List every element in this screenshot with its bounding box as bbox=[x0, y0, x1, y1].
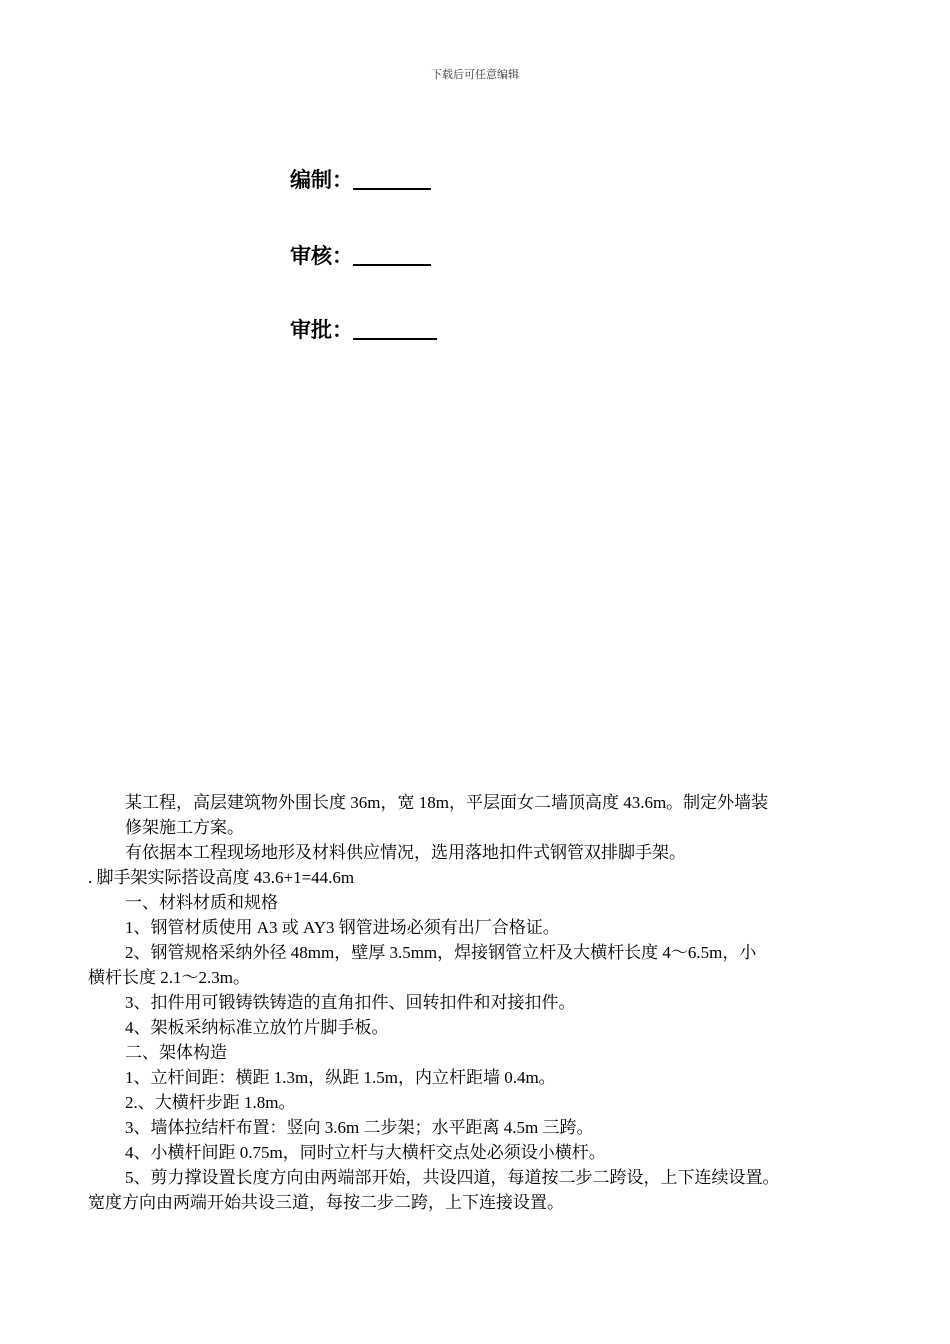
section-heading-materials: 一、材料材质和规格 bbox=[125, 893, 278, 912]
list-item: 2、钢管规格采纳外径 48mm，壁厚 3.5mm，焊接钢管立杆及大横杆长度 4～6.5m，小 bbox=[125, 943, 757, 962]
list-item: 4、小横杆间距 0.75m，同时立杆与大横杆交点处必须设小横杆。 bbox=[125, 1143, 606, 1162]
section-heading-structure: 二、架体构造 bbox=[125, 1043, 227, 1062]
paragraph-intro-line2: 修架施工方案。 bbox=[125, 818, 244, 837]
signature-review-label: 审核： bbox=[290, 244, 353, 268]
signature-review bbox=[290, 242, 431, 270]
list-item: 3、扣件用可锻铸铁铸造的直角扣件、回转扣件和对接扣件。 bbox=[125, 993, 576, 1012]
paragraph-intro-line1: 某工程，高层建筑物外围长度 36m，宽 18m，平层面女二墙顶高度 43.6m。制定外墙装 bbox=[125, 793, 769, 812]
document-body bbox=[88, 790, 863, 1215]
paragraph-selection: 有依据本工程现场地形及材料供应情况，选用落地扣件式钢管双排脚手架。 bbox=[125, 843, 686, 862]
list-item: 2.、大横杆步距 1.8m。 bbox=[125, 1093, 296, 1112]
signature-compile-blank bbox=[353, 166, 431, 190]
list-item: 1、立杆间距：横距 1.3m，纵距 1.5m，内立杆距墙 0.4m。 bbox=[125, 1068, 556, 1087]
signature-approve-blank bbox=[353, 316, 437, 340]
list-item-continuation: 横杆长度 2.1～2.3m。 bbox=[88, 968, 250, 987]
list-item: 4、架板采纳标准立放竹片脚手板。 bbox=[125, 1018, 389, 1037]
signature-approve bbox=[290, 316, 437, 344]
paragraph-height: . 脚手架实际搭设高度 43.6+1=44.6m bbox=[88, 868, 355, 887]
list-item: 3、墙体拉结杆布置：竖向 3.6m 二步架；水平距离 4.5m 三跨。 bbox=[125, 1118, 594, 1137]
signature-compile bbox=[290, 166, 431, 194]
page-header-note: 下载后可任意编辑 bbox=[431, 68, 519, 81]
signature-approve-label: 审批： bbox=[290, 318, 353, 342]
list-item: 5、剪力撑设置长度方向由两端部开始，共设四道，每道按二步二跨设，上下连续设置。 bbox=[125, 1168, 780, 1187]
signature-review-blank bbox=[353, 242, 431, 266]
signature-compile-label: 编制： bbox=[290, 168, 353, 192]
list-item-continuation: 宽度方向由两端开始共设三道，每按二步二跨，上下连接设置。 bbox=[88, 1193, 564, 1212]
list-item: 1、钢管材质使用 A3 或 AY3 钢管进场必须有出厂合格证。 bbox=[125, 918, 560, 937]
